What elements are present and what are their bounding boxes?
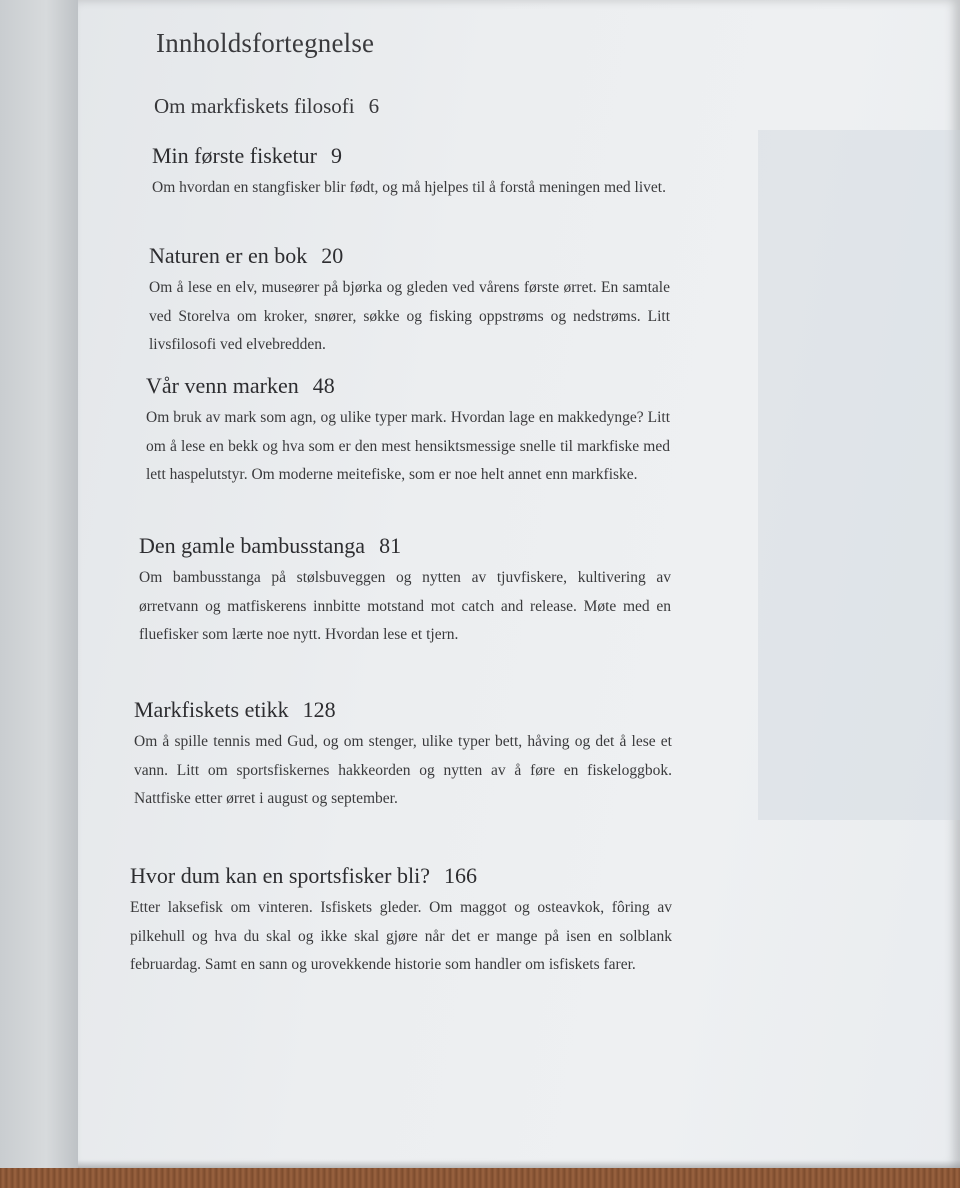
chapter-description: Etter laksefisk om vinteren. Isfiskets gleder. Om maggot og osteavkok, fôring av pilkehull og hva du skal og ikke skal gjøre når det er mange på isen en solblank februardag. Samt en sann og urovekkende historie som handler om isfiskets farer. — [130, 899, 672, 973]
left-page-edge — [0, 0, 84, 1188]
toc-entry-heading — [139, 532, 671, 560]
chapter-title: Naturen er en bok — [149, 243, 308, 268]
chapter-page-number: 9 — [330, 143, 342, 168]
chapter-title: Om markfiskets filosofi — [154, 94, 355, 118]
chapter-page-number: 20 — [321, 243, 344, 268]
toc-entry-heading — [154, 92, 674, 120]
chapter-page-number: 81 — [379, 533, 402, 558]
chapter-page-number: 48 — [312, 373, 335, 398]
toc-entry — [139, 532, 671, 650]
toc-entry-heading — [134, 696, 672, 724]
toc-entry — [149, 242, 670, 360]
toc-entry — [130, 862, 672, 980]
toc-entry — [146, 372, 670, 490]
chapter-title: Markfiskets etikk — [134, 697, 289, 722]
chapter-page-number: 166 — [444, 863, 477, 888]
toc-entry — [152, 142, 670, 203]
page-bottom-shadow — [78, 1160, 960, 1168]
chapter-description: Om bruk av mark som agn, og ulike typer mark. Hvordan lage en makkedynge? Litt om å lese en bekk og hva som er den mest hensiktsmessige snelle til markfiske med lett haspelutstyr. Om moderne meitefiske, som er noe helt annet enn markfiske. — [146, 409, 670, 483]
toc-entry-heading — [146, 372, 670, 400]
chapter-description: Om å lese en elv, museører på bjørka og gleden ved vårens første ørret. En samtale ved Storelva om kroker, snører, søkke og fisking oppstrøms og nedstrøms. Litt livsfilosofi ved elvebredden. — [149, 279, 670, 353]
toc-entry-heading — [149, 242, 670, 270]
chapter-page-number: 6 — [368, 94, 380, 118]
chapter-title: Den gamle bambusstanga — [139, 533, 366, 558]
toc-title: Innholdsfortegnelse — [156, 28, 375, 58]
chapter-description: Om hvordan en stangfisker blir født, og må hjelpes til å forstå meningen med livet. — [152, 179, 666, 196]
show-through-panel — [758, 130, 960, 820]
chapter-title: Vår venn marken — [146, 373, 299, 398]
toc-entry-heading — [130, 862, 672, 890]
toc-entry-heading — [152, 142, 670, 170]
chapter-title: Hvor dum kan en sportsfisker bli? — [130, 863, 430, 888]
chapter-page-number: 128 — [302, 697, 336, 722]
tablecloth — [0, 1168, 960, 1188]
table-of-contents — [130, 28, 675, 973]
chapter-description: Om bambusstanga på stølsbuveggen og nytten av tjuvfiskere, kultivering av ørretvann og matfiskerens innbitte motstand mot catch and release. Møte med en fluefisker som lærte noe nytt. Hvordan lese et tjern. — [139, 569, 671, 643]
chapter-description: Om å spille tennis med Gud, og om stenger, ulike typer bett, håving og det å lese et vann. Litt om sportsfiskernes hakkeorden og nytten av å føre en fiskeloggbok. Nattfiske etter ørret i august og september. — [134, 733, 672, 807]
toc-entry — [154, 92, 674, 120]
chapter-title: Min første fisketur — [152, 143, 317, 168]
toc-entry — [134, 696, 672, 814]
